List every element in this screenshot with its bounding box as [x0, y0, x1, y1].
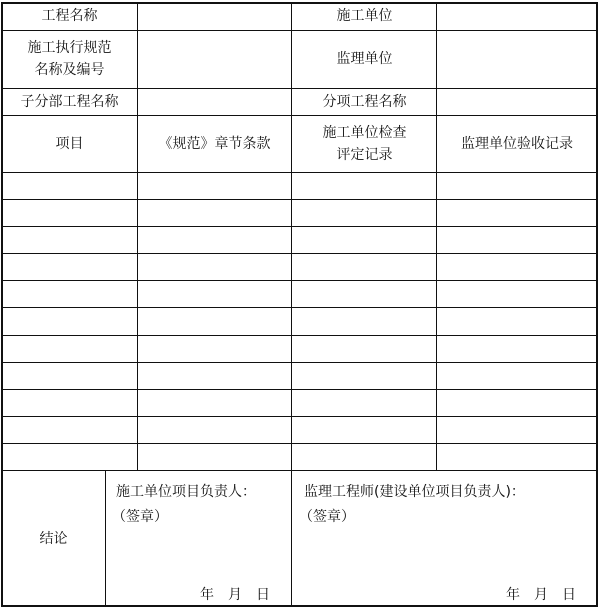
subitem-label: 分项工程名称 [322, 93, 407, 110]
contractor-date: 年 月 日 [200, 587, 270, 603]
table-cell [293, 309, 436, 336]
table-cell [293, 337, 436, 363]
table-cell [138, 174, 291, 200]
subdivision-value [138, 90, 291, 115]
supervisor-value [438, 32, 596, 88]
row-divider [1, 335, 598, 336]
column-header-contractor-record: 施工单位检查 评定记录 [322, 124, 407, 163]
column-header-supervisor-record: 监理单位验收记录 [461, 135, 573, 152]
table-cell [438, 201, 596, 227]
border-left [1, 2, 3, 607]
table-cell [138, 391, 291, 417]
table-cell [2, 282, 137, 308]
table-cell [2, 174, 137, 200]
row-divider [1, 115, 598, 116]
supervisor-date: 年 月 日 [506, 587, 576, 603]
table-cell [2, 337, 137, 363]
table-cell [293, 364, 436, 390]
table-cell [2, 391, 137, 417]
table-cell [2, 309, 137, 336]
row-divider [1, 443, 598, 444]
supervisor-engineer-label: 监理工程师(建设单位项目负责人)： [304, 484, 525, 500]
column-header-clause: 《规范》章节条款 [158, 135, 271, 152]
row-divider [1, 389, 598, 390]
row-divider [1, 199, 598, 200]
table-cell [438, 255, 596, 281]
contractor-seal-label: （签章） [112, 509, 168, 525]
table-cell [293, 174, 436, 200]
table-cell [2, 364, 137, 390]
table-cell [438, 309, 596, 336]
contractor-label: 施工单位 [336, 8, 393, 25]
column-header-item: 项目 [55, 135, 84, 152]
column-divider [436, 2, 437, 471]
contractor-value [438, 4, 596, 30]
table-cell [138, 418, 291, 444]
table-cell [438, 391, 596, 417]
subitem-value [438, 90, 596, 115]
border-top [1, 2, 598, 4]
table-cell [138, 364, 291, 390]
table-cell [138, 309, 291, 336]
table-cell [2, 418, 137, 444]
table-cell [293, 228, 436, 254]
border-right [596, 2, 598, 607]
row-divider [1, 416, 598, 417]
table-cell [138, 337, 291, 363]
table-cell [438, 282, 596, 308]
table-cell [438, 174, 596, 200]
row-divider [1, 226, 598, 227]
column-divider [137, 2, 138, 471]
row-divider [1, 30, 598, 31]
table-cell [2, 445, 137, 471]
table-cell [138, 201, 291, 227]
table-cell [293, 282, 436, 308]
table-cell [293, 255, 436, 281]
row-divider [1, 280, 598, 281]
row-divider [1, 172, 598, 173]
conclusion-label: 结论 [39, 531, 68, 548]
column-divider [291, 2, 292, 607]
standard-label: 施工执行规范 名称及编号 [27, 40, 112, 78]
table-cell [293, 445, 436, 471]
subdivision-label: 子分部工程名称 [20, 93, 119, 110]
table-cell [138, 445, 291, 471]
row-divider [1, 470, 598, 471]
table-cell [138, 255, 291, 281]
supervisor-label: 监理单位 [336, 51, 393, 68]
table-cell [293, 418, 436, 444]
table-cell [2, 201, 137, 227]
contractor-responsible-label: 施工单位项目负责人： [116, 484, 256, 500]
table-cell [2, 255, 137, 281]
table-cell [438, 364, 596, 390]
table-cell [293, 391, 436, 417]
table-cell [438, 445, 596, 471]
table-cell [438, 418, 596, 444]
row-divider [1, 307, 598, 308]
supervisor-seal-label: （签章） [299, 509, 355, 525]
row-divider [1, 253, 598, 254]
column-divider [105, 470, 106, 607]
project-name-value [138, 4, 291, 30]
table-cell [438, 228, 596, 254]
row-divider [1, 88, 598, 89]
standard-value [138, 32, 291, 88]
row-divider [1, 362, 598, 363]
table-cell [138, 282, 291, 308]
table-cell [293, 201, 436, 227]
project-name-label: 工程名称 [41, 8, 98, 25]
table-cell [2, 228, 137, 254]
border-bottom [1, 605, 598, 607]
table-cell [438, 337, 596, 363]
table-cell [138, 228, 291, 254]
